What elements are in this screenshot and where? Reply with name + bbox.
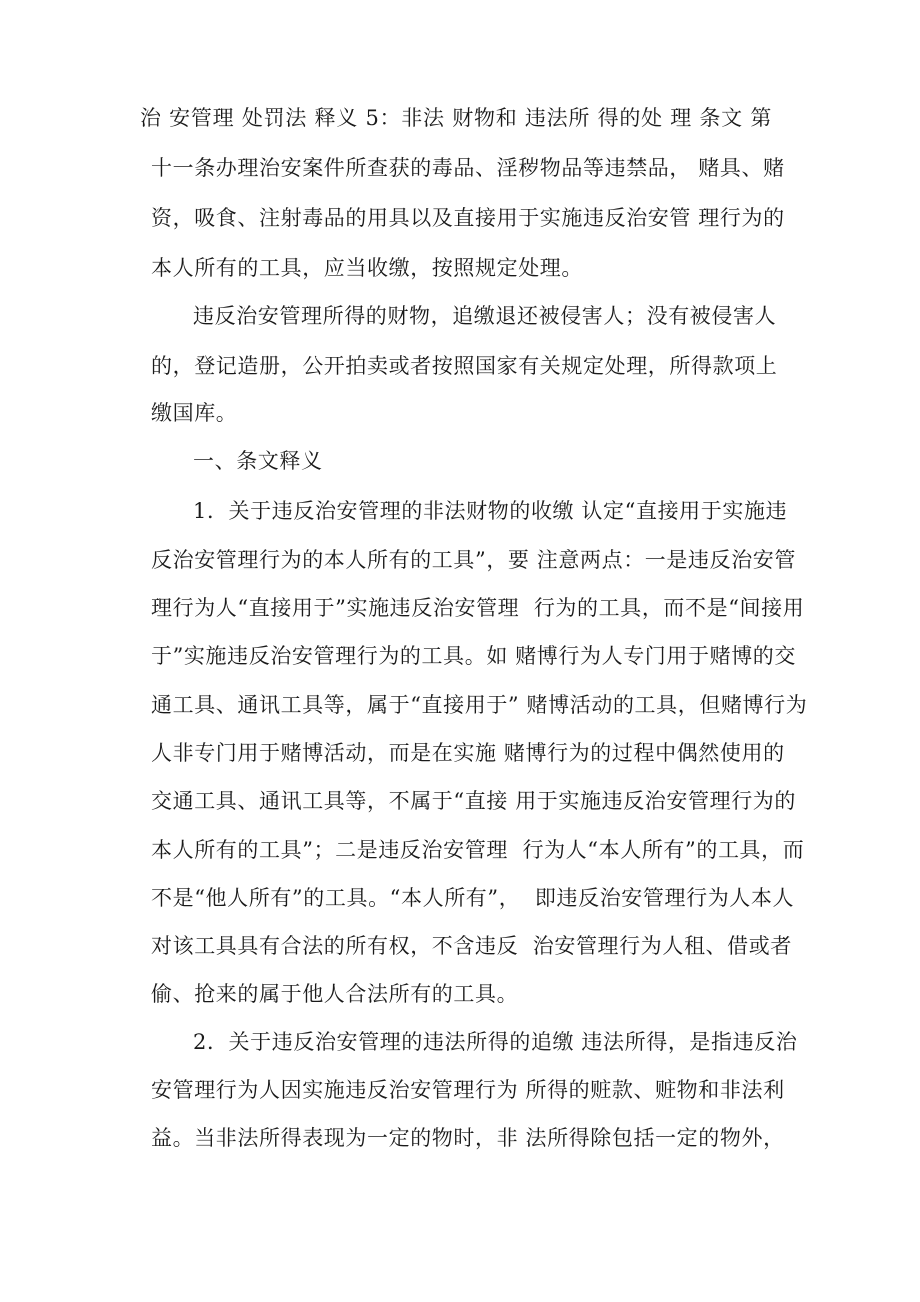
text-line-11: 理行为人“直接用于”实施违反治安管理 行为的工具，而不是“间接用	[151, 596, 805, 620]
text-line-6: 的，登记造册，公开拍卖或者按照国家有关规定处理，所得款项上	[151, 354, 778, 378]
text-line-22: 益。当非法所得表现为一定的物时，非 法所得除包括一定的物外，	[151, 1126, 785, 1150]
text-line-16: 本人所有的工具”；二是违反治安管理 行为人“本人所有”的工具，而	[151, 838, 805, 862]
text-line-5: 违反治安管理所得的财物，追缴退还被侵害人；没有被侵害人	[193, 304, 777, 328]
text-line-20: 2．关于违反治安管理的违法所得的追缴 违法所得，是指违反治	[193, 1030, 798, 1054]
text-line-15: 交通工具、通讯工具等，不属于“直接 用于实施违反治安管理行为的	[151, 789, 797, 813]
text-line-3: 资，吸食、注射毒品的用具以及直接用于实施违反治安管 理行为的	[151, 206, 785, 230]
text-line-7: 缴国库。	[151, 401, 238, 425]
text-line-1: 治 安管理 处罚法 释义 5：非法 财物和 违法所 得的处 理 条文 第	[140, 106, 773, 130]
text-line-4: 本人所有的工具，应当收缴，按照规定处理。	[151, 256, 583, 280]
text-line-9: 1．关于违反治安管理的非法财物的收缴 认定“直接用于实施违	[193, 499, 788, 523]
text-line-10: 反治安管理行为的本人所有的工具”，要 注意两点：一是违反治安管	[151, 548, 797, 572]
text-line-17: 不是“他人所有”的工具。“本人所有”， 即违反治安管理行为人本人	[151, 886, 795, 910]
section-heading: 一、条文释义	[193, 449, 323, 473]
text-line-14: 人非专门用于赌博活动，而是在实施 赌博行为的过程中偶然使用的	[151, 741, 785, 765]
text-line-21: 安管理行为人因实施违反治安管理行为 所得的赃款、赃物和非法利	[151, 1078, 785, 1102]
text-line-18: 对该工具具有合法的所有权，不含违反 治安管理行为人租、借或者	[151, 934, 792, 958]
text-line-19: 偷、抢来的属于他人合法所有的工具。	[151, 982, 519, 1006]
text-line-13: 通工具、通讯工具等，属于“直接用于” 赌博活动的工具，但赌博行为	[151, 693, 808, 717]
text-line-2: 十一条办理治安案件所查获的毒品、淫秽物品等违禁品， 赌具、赌	[151, 156, 785, 180]
text-line-12: 于”实施违反治安管理行为的工具。如 赌博行为人专门用于赌博的交	[151, 644, 797, 668]
